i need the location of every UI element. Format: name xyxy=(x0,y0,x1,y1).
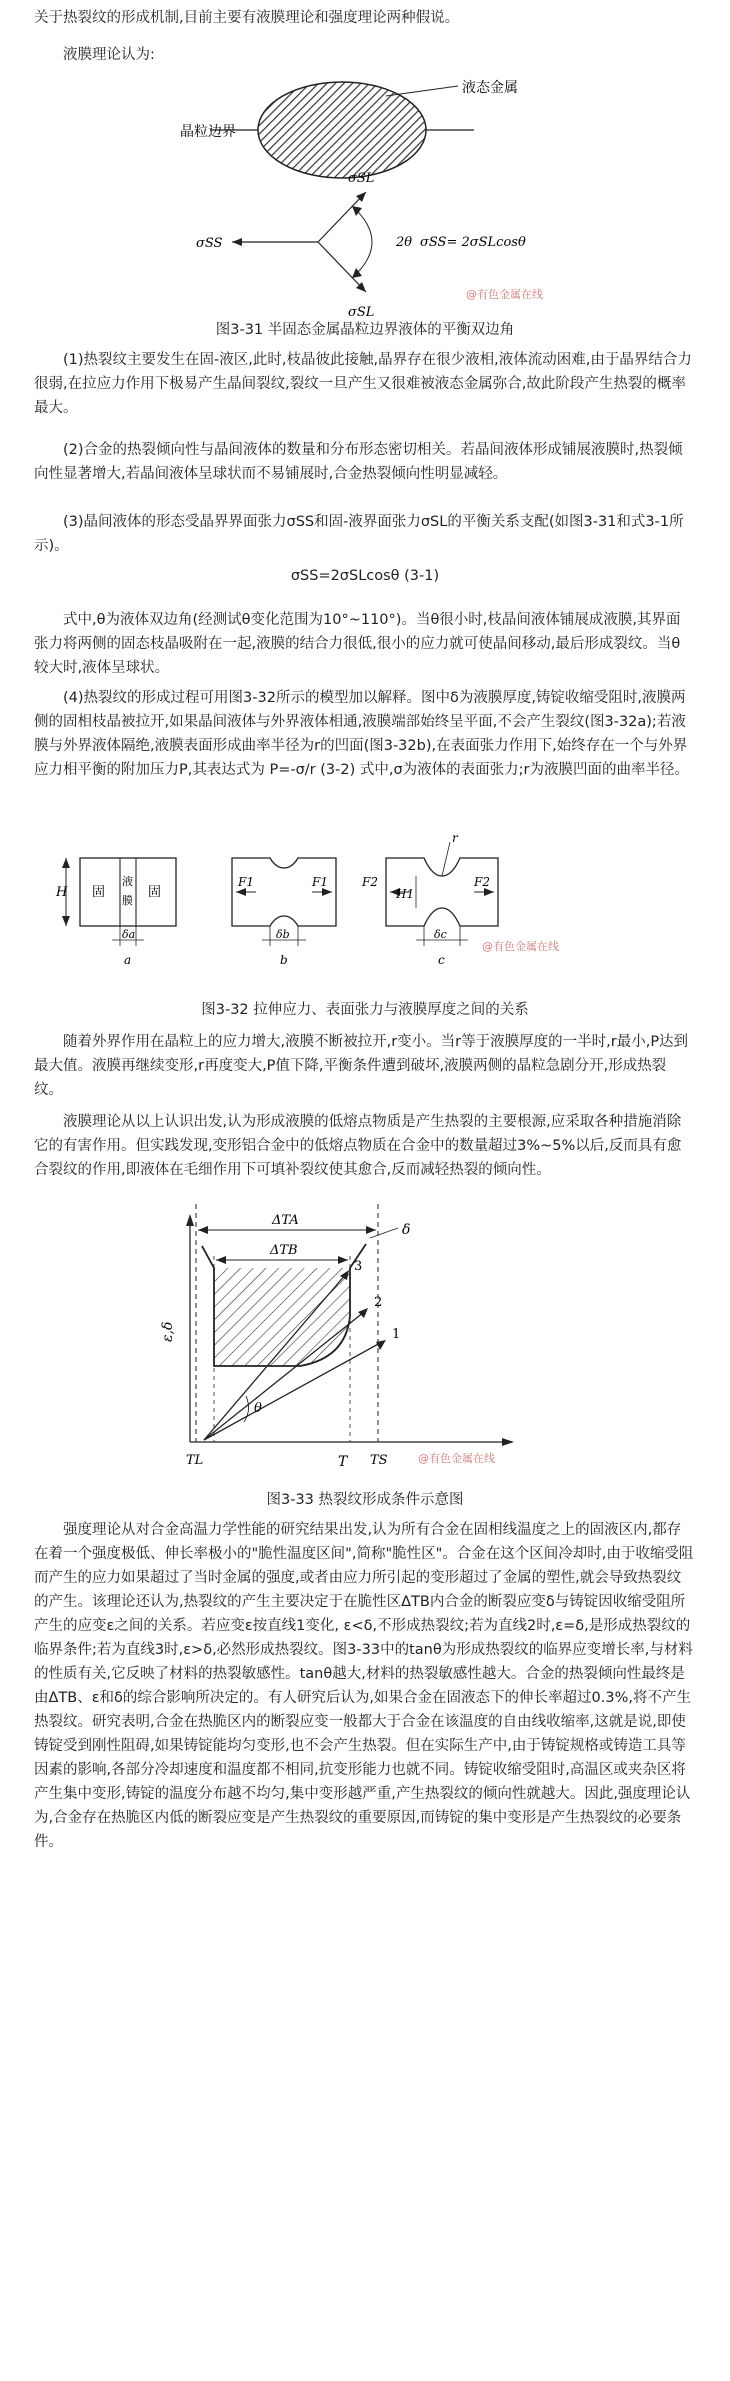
x-axis-label: T xyxy=(338,1454,348,1470)
theta-label: θ xyxy=(254,1401,262,1416)
delta-tb: ΔTB xyxy=(270,1243,298,1258)
caption-3-32: 图3-32 拉伸应力、表面张力与液膜厚度之间的关系 xyxy=(201,1002,529,1018)
paragraph-7: 液膜理论从以上认识出发,认为形成液膜的低熔点物质是产生热裂的主要根源,应采取各种措施消除它的有害作用。但实践发现,变形铝合金中的低熔点物质在合金中的数量超过3%~5%以后,反而具有愈合裂纹的作用,即液体在毛细作用下可填补裂纹使其愈合,反而减轻热裂的倾向性。 xyxy=(34,1114,682,1178)
label-h1: H1 xyxy=(396,887,415,901)
equation-3-1: σSS=2σSLcosθ (3-1) xyxy=(290,568,440,584)
caption-3-31: 图3-31 半固态金属晶粒边界液体的平衡双边角 xyxy=(215,322,515,338)
label-delta-b: δb xyxy=(276,928,290,941)
liquid-film-heading: 液膜理论认为: xyxy=(63,47,155,63)
delta-label: δ xyxy=(402,1222,411,1238)
label-gu-left: 固 xyxy=(92,885,106,900)
label-grain-boundary: 晶粒边界 xyxy=(180,124,236,140)
label-f2-left: F2 xyxy=(362,875,378,889)
line-1-label: 1 xyxy=(392,1327,401,1342)
watermark: @有色金属在线 xyxy=(418,1452,495,1465)
label-h: H xyxy=(56,885,68,900)
sub-a: a xyxy=(124,953,132,967)
paragraph-6: 随着外界作用在晶粒上的应力增大,液膜不断被拉开,r变小。当r等于液膜厚度的一半时,r最小,P达到最大值。液膜再继续变形,r再度变大,P值下降,平衡条件遭到破坏,液膜两侧的晶粒急剧分开,形成热裂纹。 xyxy=(34,1034,689,1098)
angle-arc xyxy=(352,206,372,278)
label-gu-right: 固 xyxy=(148,885,162,900)
label-f2-right: F2 xyxy=(474,875,490,889)
label-f1-right: F1 xyxy=(312,875,328,889)
label-r: r xyxy=(452,831,458,845)
figure-3-32 xyxy=(0,830,730,990)
paragraph-4: 式中,θ为液体双边角(经测试θ变化范围为10°~110°)。当θ很小时,枝晶间液体铺展成液膜,其界面张力将两侧的固态枝晶吸附在一起,液膜的结合力很低,很小的应力就可使晶间移动,最后形成裂纹。当θ较大时,液体呈球状。 xyxy=(34,612,681,676)
label-delta-a: δa xyxy=(122,928,136,941)
caption-3-33: 图3-33 热裂纹形成条件示意图 xyxy=(266,1492,464,1508)
line-2-label: 2 xyxy=(374,1295,383,1310)
sub-b: b xyxy=(280,953,288,967)
paragraph-3: (3)晶间液体的形态受晶界界面张力σSS和固-液界面张力σSL的平衡关系支配(如图3-31和式3-1所示)。 xyxy=(34,514,684,554)
intro-text: 关于热裂纹的形成机制,目前主要有液膜理论和强度理论两种假说。 xyxy=(34,10,460,26)
label-f1-left: F1 xyxy=(238,875,254,889)
label-liquid-metal: 液态金属 xyxy=(462,80,518,96)
watermark: @有色金属在线 xyxy=(466,288,543,301)
brittle-zone xyxy=(214,1268,350,1366)
liquid-metal-ellipse xyxy=(258,82,426,178)
sigma-ss-label: σSS xyxy=(196,236,223,251)
sigma-sl-lower-arrow xyxy=(318,242,366,292)
label-delta-c: δc xyxy=(434,928,447,941)
delta-ta: ΔTA xyxy=(272,1213,299,1228)
paragraph-1: (1)热裂纹主要发生在固-液区,此时,枝晶彼此接触,晶界存在很少液相,液体流动困难,由于晶界结合力很弱,在拉应力作用下极易产生晶间裂纹,裂纹一旦产生又很难被液态金属弥合,故此阶段产生热裂的概率最大。 xyxy=(34,352,692,416)
sigma-sl-top: σSL xyxy=(348,171,375,186)
sigma-sl-bottom: σSL xyxy=(348,305,375,320)
label-mo: 膜 xyxy=(122,894,133,907)
tl-label: TL xyxy=(186,1453,204,1468)
ts-label: TS xyxy=(370,1453,388,1468)
figure-3-31 xyxy=(0,70,730,350)
y-axis-label: ε,δ xyxy=(160,1321,176,1342)
leader-line xyxy=(386,86,458,96)
watermark: @有色金属在线 xyxy=(482,940,559,953)
two-theta-label: 2θ xyxy=(396,235,413,250)
paragraph-5: (4)热裂纹的形成过程可用图3-32所示的模型加以解释。图中δ为液膜厚度,铸锭收缩受阻时,液膜两侧的固相枝晶被拉开,如果晶间液体与外界液体相通,液膜端部始终呈平面,不会产生裂纹(图3-32a);若液膜与外界液体隔绝,液膜表面形成曲率半径为r的凹面(图3-32b),在表面张力作用下,始终存在一个与外界应力相平衡的附加压力P,其表达式为 P=-σ/r (3-2) 式中,σ为液体的表面张力;r为液膜凹面的曲率半径。 xyxy=(34,690,689,778)
line-3-label: 3 xyxy=(354,1259,363,1274)
figure-3-33 xyxy=(0,1190,730,1480)
label-ye: 液 xyxy=(122,875,133,888)
paragraph-8: 强度理论从对合金高温力学性能的研究结果出发,认为所有合金在固相线温度之上的固液区内,都存在着一个强度极低、伸长率极小的"脆性温度区间",简称"脆性区"。合金在这个区间冷却时,由于收缩受阻而产生的应力如果超过了当时金属的强度,或者由应力所引起的变形超过了金属的塑性,就会导致热裂纹的产生。该理论还认为,热裂纹的产生主要决定于在脆性区ΔTB内合金的断裂应变δ与铸锭因收缩受阻所产生的应变ε之间的关系。若应变ε按直线1变化, ε<δ,不形成热裂纹;若为直线2时,ε=δ,是形成热裂纹的临界条件;若为直线3时,ε>δ,必然形成热裂纹。图3-33中的tanθ为形成热裂纹的临界应变增长率,与材料的性质有关,它反映了材料的热裂敏感性。tanθ越大,材料的热裂敏感性越大。合金的热裂倾向性最终是由ΔTB、ε和δ的综合影响所决定的。有人研究后认为,如果合金在固液态下的伸长率超过0.3%,将不产生热裂纹。研究表明,合金在热脆区内的断裂应变一般都大于合金在该温度的自由线收缩率,这就是说,即使铸锭受到刚性阻碍,如果铸锭能均匀变形,也不会产生热裂。但在实际生产中,由于铸锭规格或铸造工具等因素的影响,各部分冷却速度和温度都不相同,抗变形能力也就不同。铸锭收缩受阻时,高温区或夹杂区将产生集中变形,铸锭的温度分布越不均匀,集中变形越严重,产生热裂纹的倾向性就越大。因此,强度理论认为,合金存在热脆区内低的断裂应变是产生热裂纹的重要原因,而铸锭的集中变形是产生热裂纹的必要条件。 xyxy=(34,1522,694,1850)
sigma-sl-upper-arrow xyxy=(318,192,366,242)
sub-c: c xyxy=(438,953,445,967)
relation-label: σSS= 2σSLcosθ xyxy=(420,235,526,250)
paragraph-2: (2)合金的热裂倾向性与晶间液体的数量和分布形态密切相关。若晶间液体形成铺展液膜时,热裂倾向性显著增大,若晶间液体呈球状而不易铺展时,合金热裂倾向性明显减轻。 xyxy=(34,442,683,482)
